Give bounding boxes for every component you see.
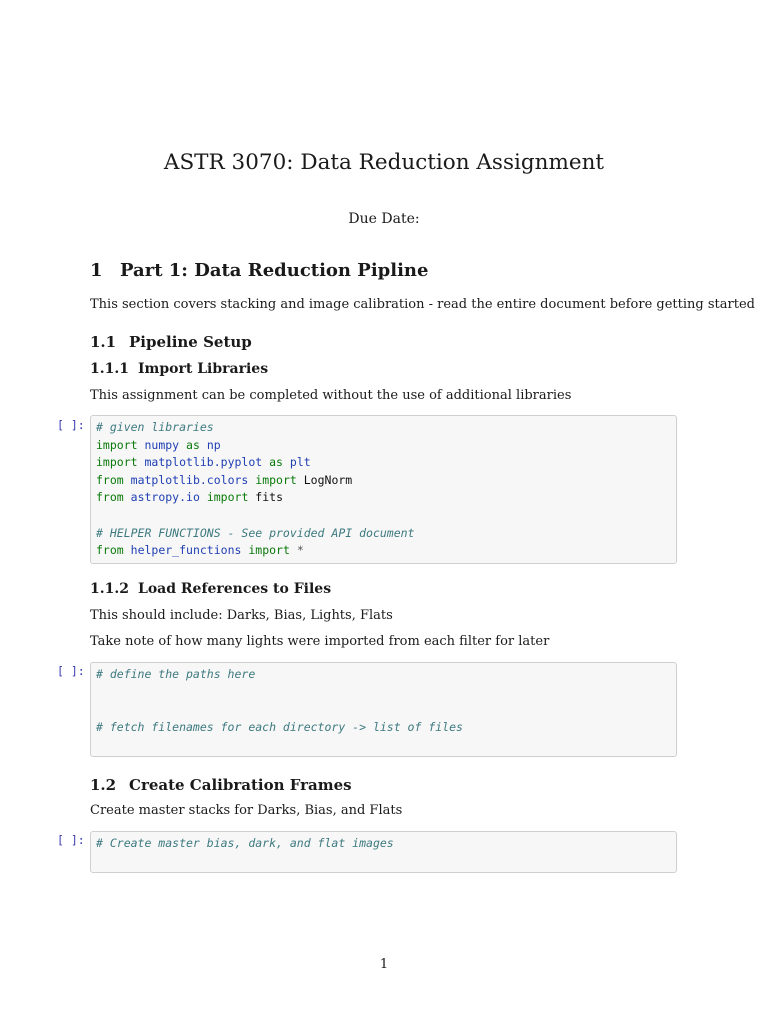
subsection-number: 1.1: [90, 333, 117, 351]
code-line: [96, 437, 671, 455]
code-token: [200, 438, 207, 452]
code-token: [200, 490, 207, 504]
code-token: astropy.io: [130, 490, 200, 505]
code-line: [96, 835, 671, 853]
cell-prompt: [ ]:: [57, 833, 85, 847]
subsubsection-title: Import Libraries: [138, 361, 269, 377]
code-line: [96, 542, 671, 560]
code-input[interactable]: [91, 416, 676, 563]
subsubsection-heading-1-1-2: [90, 581, 331, 597]
code-token: numpy: [144, 437, 180, 452]
code-line: [96, 472, 671, 490]
code-token: as: [186, 437, 200, 452]
code-token: [124, 473, 131, 487]
load-note-2: Take note of how many lights were imported from each filter for later: [90, 634, 550, 649]
code-line: [96, 489, 671, 507]
code-token: import: [248, 543, 290, 558]
due-date: Due Date:: [348, 211, 420, 227]
code-cell-master-frames[interactable]: [90, 831, 677, 873]
code-token: [124, 543, 131, 557]
code-line: [96, 684, 671, 702]
code-line: [96, 719, 671, 737]
code-token: plt: [289, 455, 311, 470]
code-token: # HELPER FUNCTIONS - See provided API document: [96, 525, 415, 540]
subsection-title: Create Calibration Frames: [129, 776, 352, 794]
cell-prompt: [ ]:: [57, 418, 85, 432]
section-intro: This section covers stacking and image calibration - read the entire document before getting started: [90, 297, 755, 312]
code-token: # given libraries: [96, 420, 214, 434]
code-token: matplotlib.pyplot: [144, 455, 263, 470]
code-input[interactable]: [91, 663, 676, 739]
code-token: matplotlib.colors: [130, 472, 249, 487]
code-token: as: [269, 455, 283, 470]
code-cell-paths[interactable]: [90, 662, 677, 757]
page-number: 1: [379, 957, 389, 972]
code-token: [179, 438, 186, 452]
code-line: [96, 666, 671, 684]
code-token: fits: [248, 490, 283, 505]
subsection-heading-1-2: [90, 776, 352, 794]
code-token: *: [296, 543, 304, 558]
subsubsection-title: Load References to Files: [138, 581, 332, 597]
section-heading-1: [90, 260, 428, 281]
section-title: Part 1: Data Reduction Pipline: [120, 260, 429, 281]
code-token: helper_functions: [130, 543, 242, 558]
code-cell-imports[interactable]: [90, 415, 677, 564]
subsection-number: 1.2: [90, 776, 117, 794]
subsubsection-number: 1.1.2: [90, 581, 129, 597]
code-token: [283, 455, 290, 469]
code-input[interactable]: [91, 832, 676, 856]
subsubsection-heading-1-1-1: [90, 361, 268, 377]
code-token: # define the paths here: [96, 667, 256, 681]
calibration-note: Create master stacks for Darks, Bias, and Flats: [90, 803, 403, 818]
code-token: import: [96, 437, 138, 452]
subsubsection-number: 1.1.1: [90, 361, 129, 377]
code-token: import: [96, 455, 138, 470]
code-token: # Create master bias, dark, and flat images: [96, 836, 394, 850]
code-token: [124, 490, 131, 504]
subsection-title: Pipeline Setup: [129, 333, 252, 351]
code-token: # fetch filenames for each directory -> list of files: [96, 719, 463, 734]
code-token: [290, 543, 297, 557]
code-line: [96, 419, 671, 437]
load-note-1: This should include: Darks, Bias, Lights, Flats: [90, 608, 393, 623]
code-line: [96, 701, 671, 719]
code-line: [96, 507, 671, 525]
cell-prompt: [ ]:: [57, 664, 85, 678]
code-line: [96, 454, 671, 472]
code-token: from: [96, 490, 124, 505]
code-token: import: [206, 490, 249, 505]
code-token: import: [255, 472, 297, 487]
code-token: LogNorm: [296, 472, 353, 487]
section-number: 1: [90, 260, 103, 281]
document-title: ASTR 3070: Data Reduction Assignment: [163, 150, 605, 175]
code-line: [96, 525, 671, 543]
subsection-heading-1-1: [90, 333, 252, 351]
import-note: This assignment can be completed without the use of additional libraries: [90, 388, 572, 403]
code-token: from: [96, 543, 124, 558]
code-token: from: [96, 472, 124, 487]
code-token: np: [206, 437, 221, 452]
